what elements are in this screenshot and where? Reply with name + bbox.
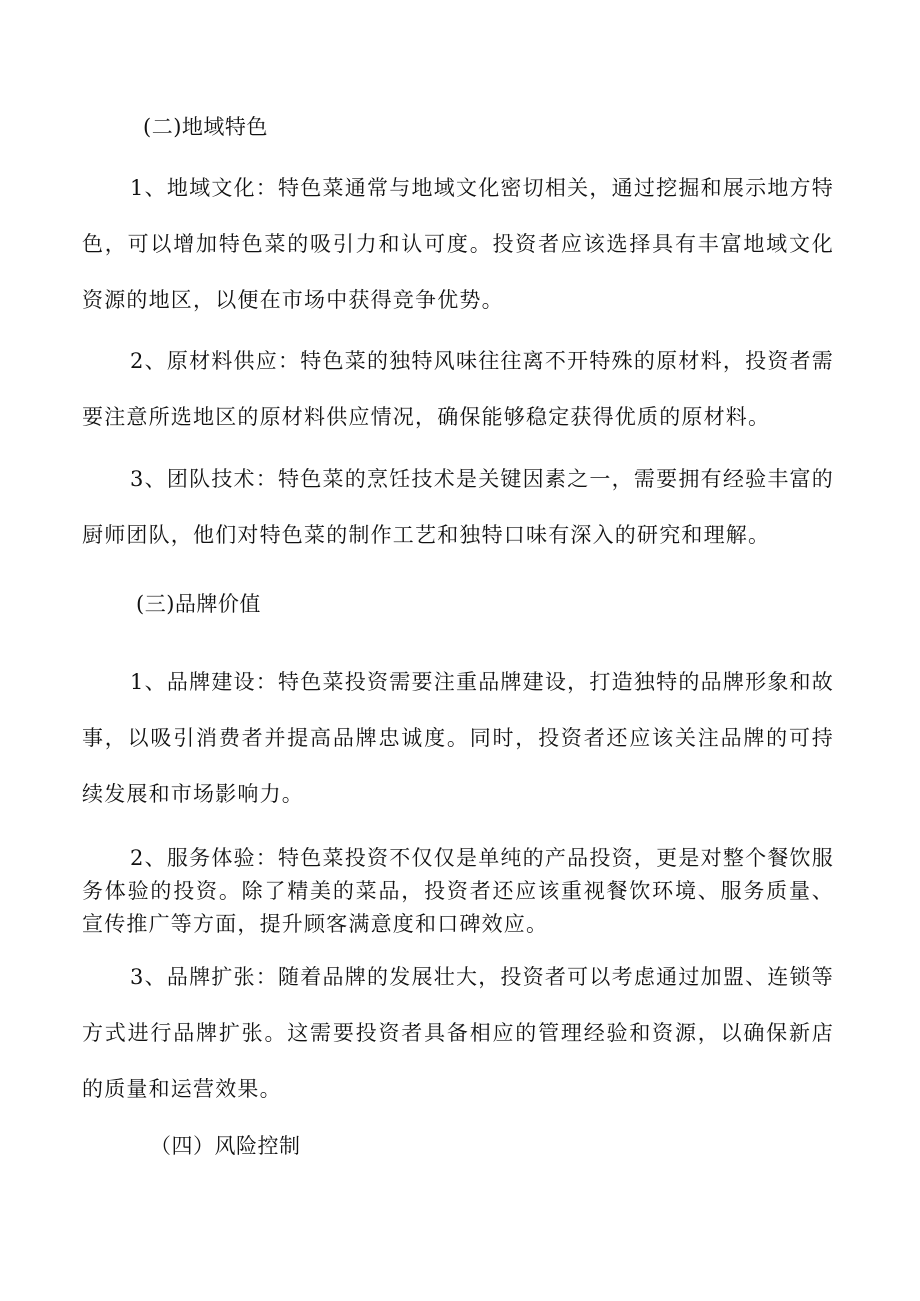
paragraph-brand-expansion: 3、品牌扩张：随着品牌的发展壮大，投资者可以考虑通过加盟、连锁等方式进行品牌扩张。这需要投资者具备相应的管理经验和资源，以确保新店的质量和运营效果。	[82, 965, 834, 1101]
paragraph-regional-culture: 1、地域文化：特色菜通常与地域文化密切相关，通过挖掘和展示地方特色，可以增加特色菜的吸引力和认可度。投资者应该选择具有丰富地域文化资源的地区，以便在市场中获得竞争优势。	[82, 176, 834, 312]
section-heading-brand-value: (三)品牌价值	[136, 592, 261, 616]
paragraph-raw-material-supply: 2、原材料供应：特色菜的独特风味往往离不开特殊的原材料，投资者需要注意所选地区的原材料供应情况，确保能够稳定获得优质的原材料。	[82, 349, 834, 429]
section-heading-regional-features: (二)地域特色	[143, 115, 268, 139]
paragraph-service-experience: 2、服务体验：特色菜投资不仅仅是单纯的产品投资，更是对整个餐饮服务体验的投资。除了精美的菜品，投资者还应该重视餐饮环境、服务质量、宣传推广等方面，提升顾客满意度和口碑效应。	[82, 846, 834, 936]
paragraph-team-skills: 3、团队技术：特色菜的烹饪技术是关键因素之一，需要拥有经验丰富的厨师团队，他们对特色菜的制作工艺和独特口味有深入的研究和理解。	[82, 467, 834, 547]
paragraph-brand-building: 1、品牌建设：特色菜投资需要注重品牌建设，打造独特的品牌形象和故事，以吸引消费者并提高品牌忠诚度。同时，投资者还应该关注品牌的可持续发展和市场影响力。	[82, 670, 834, 806]
section-heading-risk-control: （四）风险控制	[150, 1134, 301, 1158]
